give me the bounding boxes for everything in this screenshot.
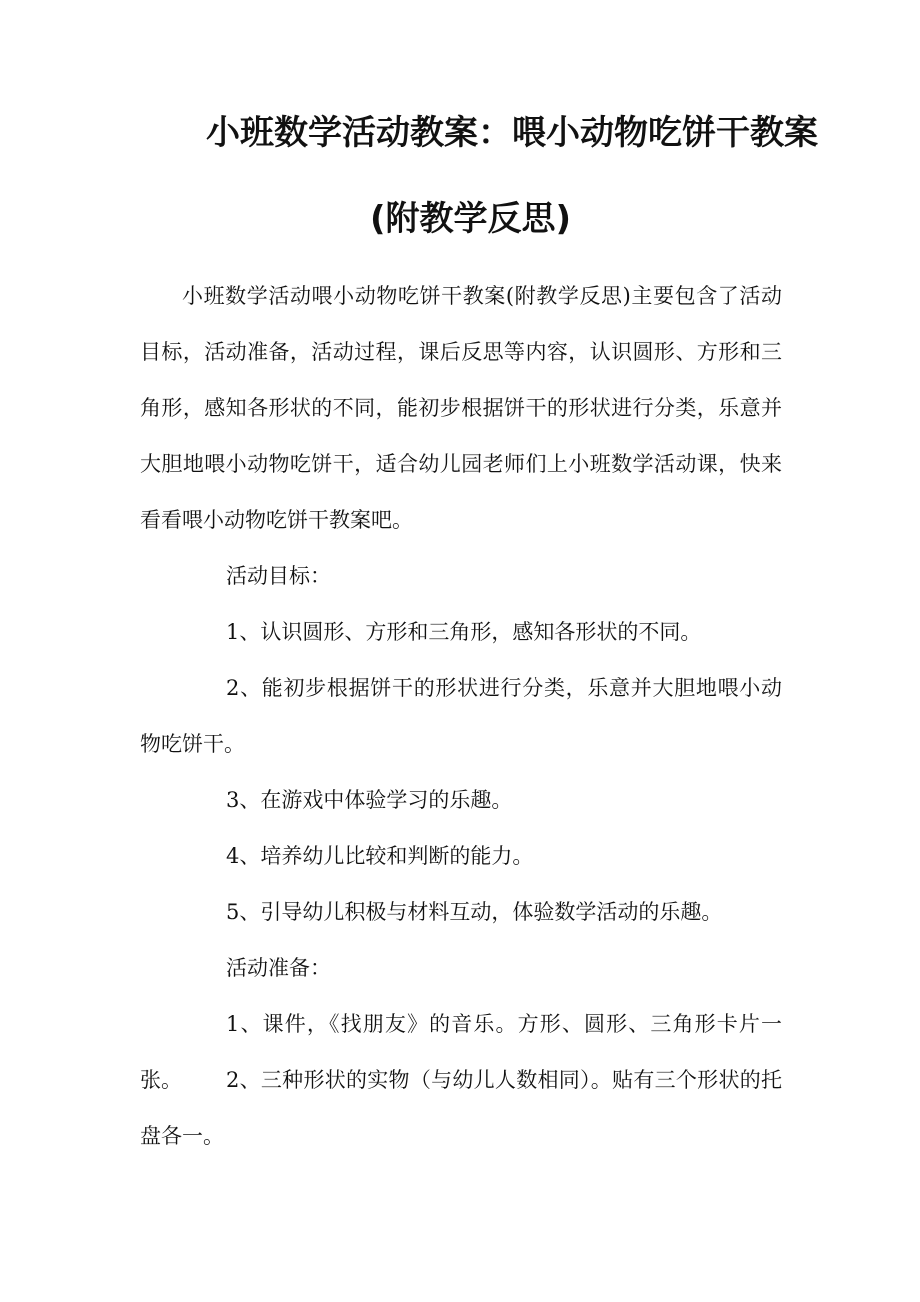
document-title-line1: 小班数学活动教案：喂小动物吃饼干教案 (206, 113, 818, 153)
document-title-line2: (附教学反思) (370, 199, 572, 239)
goal-item-3: 3、在游戏中体验学习的乐趣。 (226, 788, 513, 812)
goal-item-1: 1、认识圆形、方形和三角形，感知各形状的不同。 (226, 620, 702, 644)
prep-heading: 活动准备： (226, 956, 331, 980)
goal-item-4: 4、培养幼儿比较和判断的能力。 (226, 844, 534, 868)
goal-item-2: 2、能初步根据饼干的形状进行分类，乐意并大胆地喂小动物吃饼干。 (140, 676, 782, 756)
goal-item-5: 5、引导幼儿积极与材料互动，体验数学活动的乐趣。 (226, 900, 723, 924)
goals-heading: 活动目标： (226, 564, 331, 588)
intro-paragraph: 小班数学活动喂小动物吃饼干教案(附教学反思)主要包含了活动目标，活动准备，活动过程，课后反思等内容，认识圆形、方形和三角形，感知各形状的不同，能初步根据饼干的形状进行分类，乐意并大胆地喂小动物吃饼干，适合幼儿园老师们上小班数学活动课，快来看看喂小动物吃饼干教案吧。 (140, 284, 782, 532)
prep-item-2: 2、三种形状的实物（与幼儿人数相同）。贴有三个形状的托盘各一。 (140, 1068, 782, 1148)
prep-item-1: 1、课件，《找朋友》的音乐。方形、圆形、三角形卡片一张。 (140, 1012, 782, 1092)
